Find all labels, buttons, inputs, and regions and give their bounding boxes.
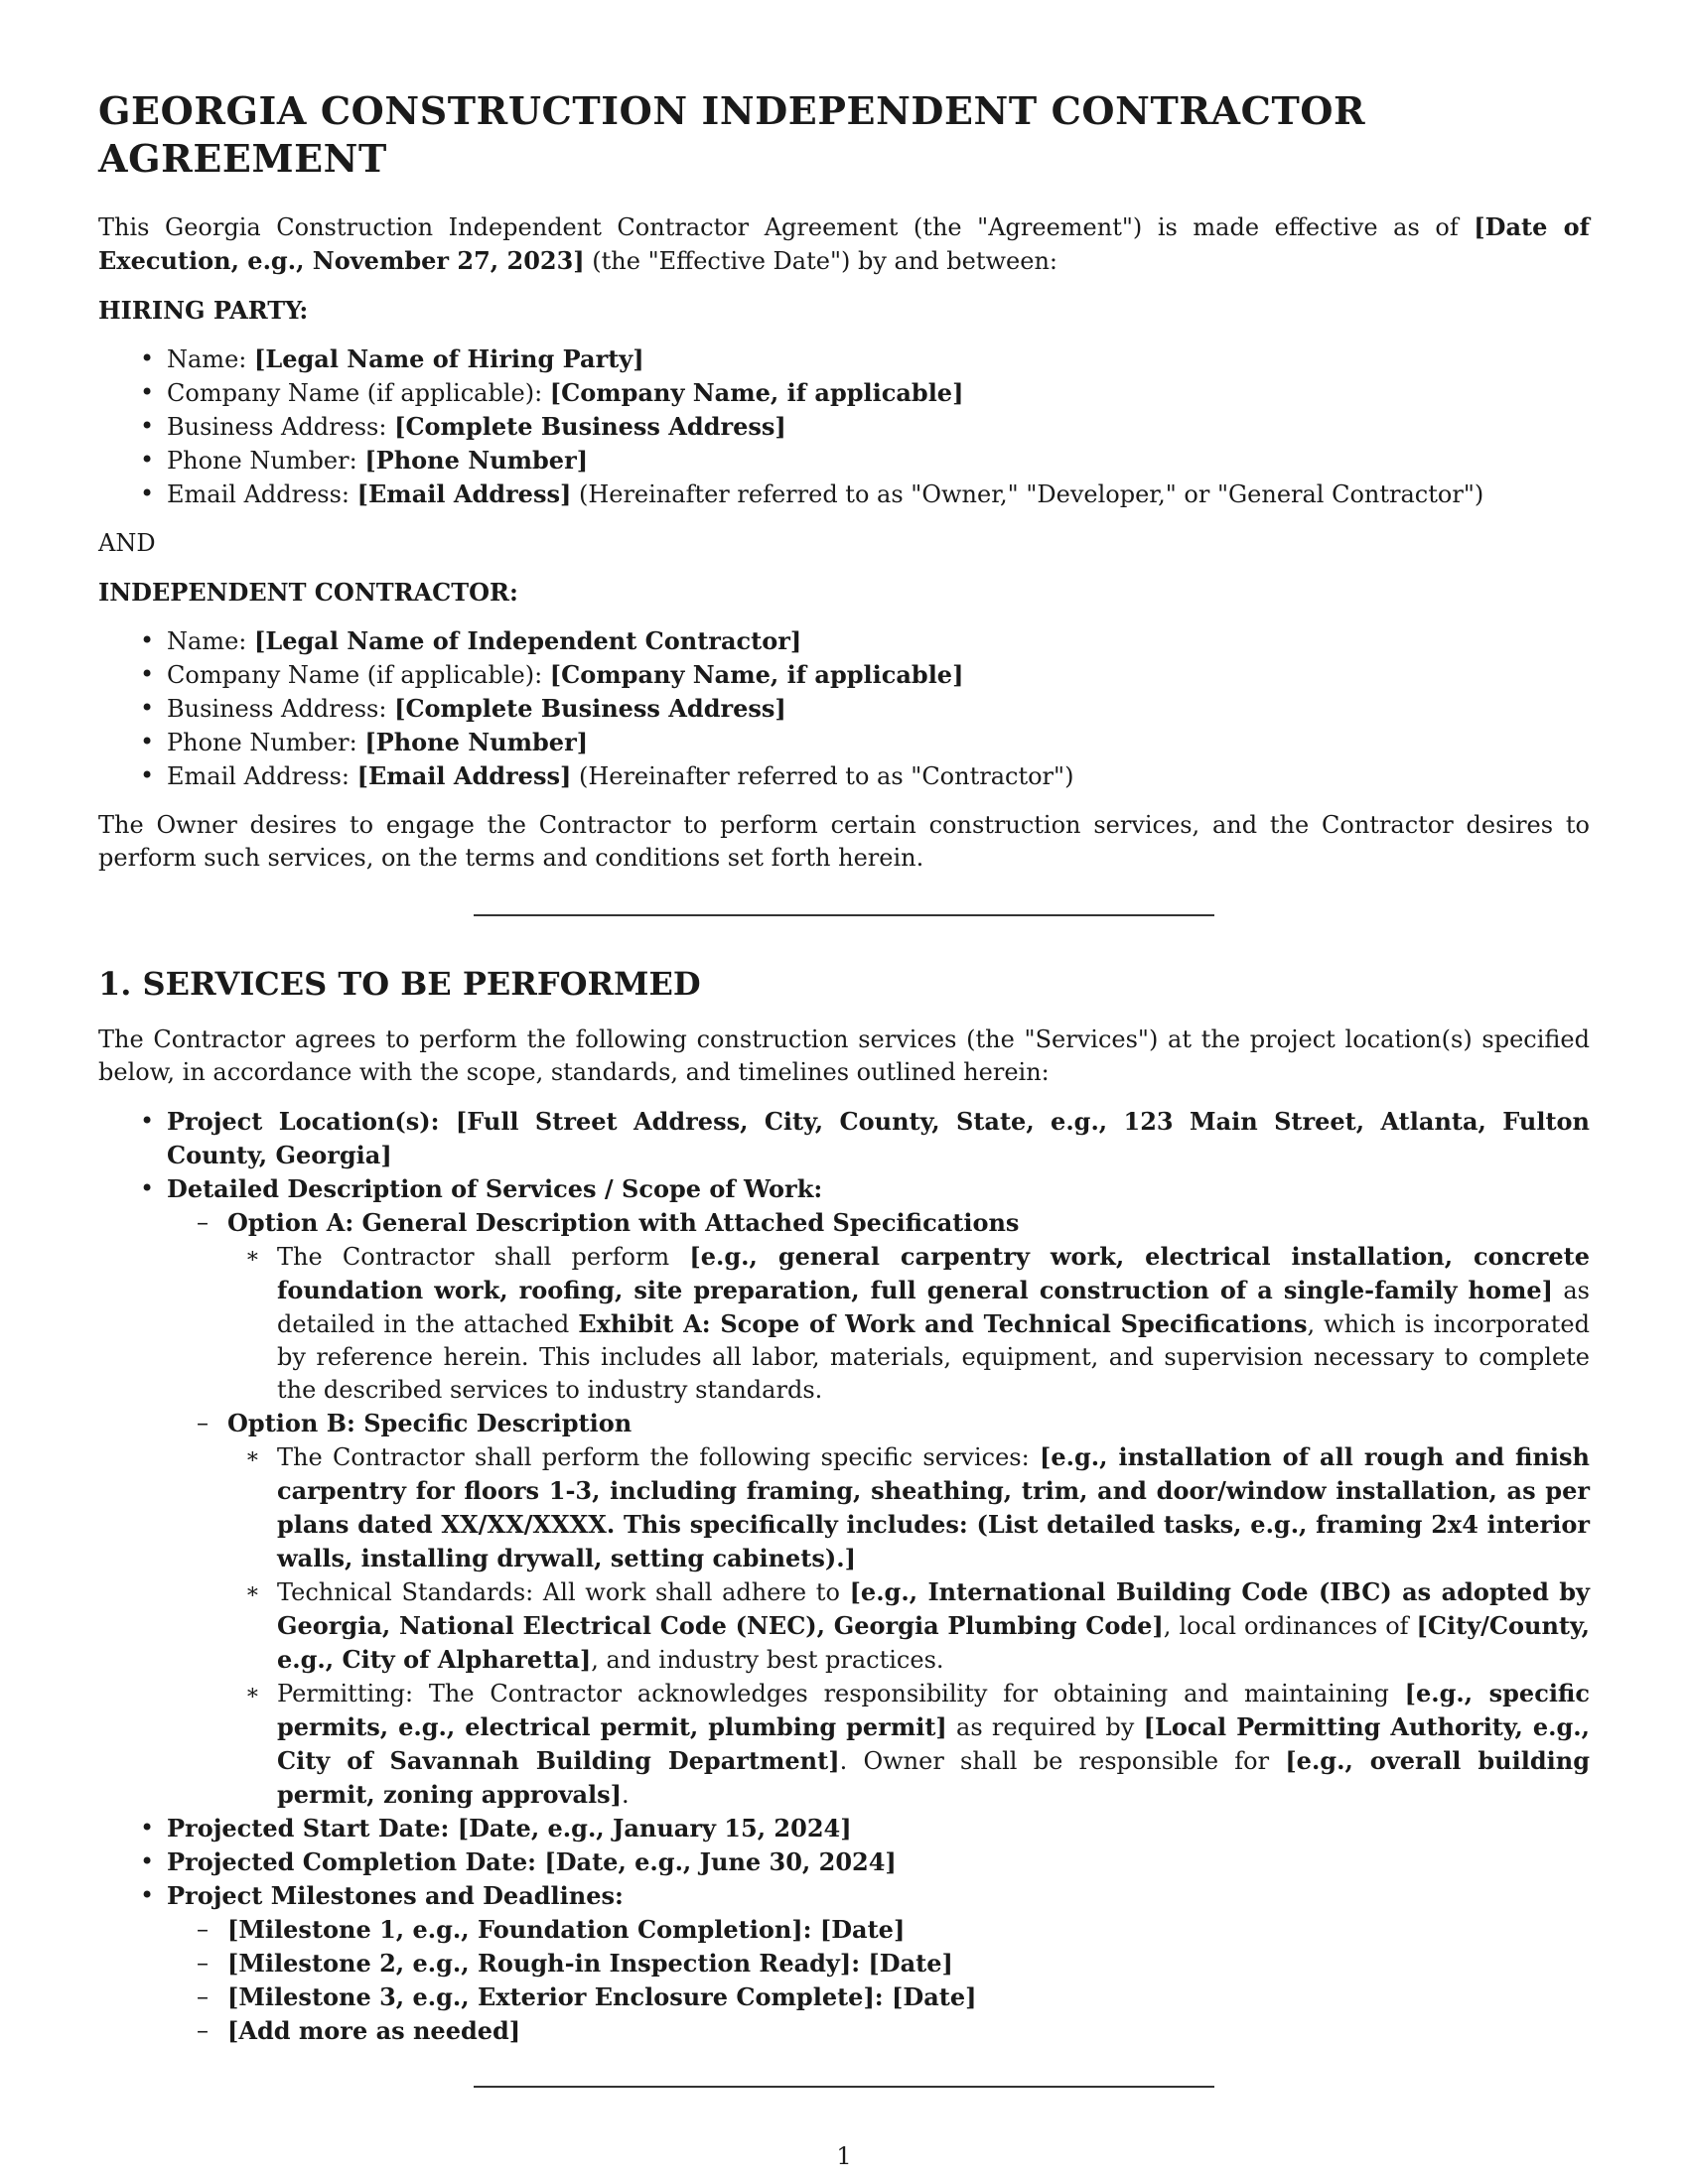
- list-item: [98, 1879, 1590, 2048]
- field-value: [Legal Name of Hiring Party]: [253, 344, 644, 373]
- list-item: [98, 478, 1590, 511]
- field-suffix: (Hereinafter referred to as "Owner," "Developer," or "General Contractor"): [571, 480, 1484, 508]
- contractor-heading: INDEPENDENT CONTRACTOR:: [98, 578, 518, 607]
- hiring-party-heading: HIRING PARTY:: [98, 296, 309, 325]
- text-span: Technical Standards: All work shall adhere to: [277, 1578, 850, 1606]
- bullet-icon: •: [140, 761, 155, 789]
- field-label: Company Name (if applicable):: [167, 661, 550, 689]
- text-span: Permitting: The Contractor acknowledges responsibility for obtaining and maintaining: [277, 1680, 1405, 1707]
- placeholder-text: [e.g., installation of all rough and finish carpentry for floors 1-3, including framing, sheathing, trim, and door/window installation, as per plans dated XX/XX/XXXX. This specifically includes: (List detailed tasks, e.g., framing 2x4 interior walls, installing drywall, setting cabinets).]: [277, 1442, 1590, 1572]
- option-a-list: [227, 1240, 1590, 1407]
- bullet-icon: •: [140, 626, 155, 654]
- placeholder-text: [e.g., specific permits, e.g., electrical permit, plumbing permit]: [277, 1679, 1590, 1741]
- field-label: Name:: [167, 627, 254, 655]
- list-item: [167, 1947, 1590, 1980]
- scope-options-list: [167, 1206, 1590, 1812]
- purpose-paragraph: The Owner desires to engage the Contractor to perform certain construction services, and the Contractor desires to perform such services, on the terms and conditions set forth herein.: [98, 811, 1590, 872]
- field-value: [Phone Number]: [364, 728, 589, 756]
- bullet-icon: •: [140, 694, 155, 722]
- bullet-icon: •: [140, 728, 155, 755]
- list-item: [167, 2014, 1590, 2048]
- field-value: [Complete Business Address]: [394, 694, 786, 723]
- field-value: [Company Name, if applicable]: [549, 378, 964, 407]
- bullet-icon: •: [140, 1881, 155, 1909]
- hiring-party-list: [98, 342, 1590, 511]
- text-span: The Contractor shall perform: [277, 1243, 690, 1271]
- field-label: Email Address:: [167, 480, 357, 508]
- list-item: [98, 410, 1590, 444]
- horizontal-rule: [474, 2086, 1214, 2088]
- field-label: Business Address:: [167, 695, 395, 723]
- text-span: , which is incorporated by reference herein. This includes all labor, materials, equipment, and supervision necessary to complete the described services to industry standards.: [277, 1310, 1590, 1404]
- bullet-icon: •: [140, 412, 155, 440]
- dash-icon: –: [197, 1208, 209, 1236]
- field-label: Business Address:: [167, 413, 395, 441]
- text-span: .: [622, 1781, 630, 1809]
- field-label: Name:: [167, 345, 254, 373]
- list-item: [98, 342, 1590, 376]
- section-1-heading: 1. SERVICES TO BE PERFORMED: [98, 965, 701, 1003]
- placeholder-text: [Local Permitting Authority, e.g., City of Savannah Building Department]: [277, 1712, 1591, 1775]
- option-b-list: [227, 1440, 1590, 1812]
- list-item: [98, 692, 1590, 726]
- bullet-icon: •: [140, 344, 155, 372]
- dash-icon: –: [197, 1409, 209, 1436]
- milestone-text: [Add more as needed]: [227, 2016, 521, 2045]
- bullet-icon: •: [140, 378, 155, 406]
- milestones-list: [167, 1913, 1590, 2048]
- list-item: [227, 1575, 1590, 1677]
- field-value: [Phone Number]: [364, 446, 589, 475]
- services-list: [98, 1105, 1590, 2048]
- text-span: The Contractor shall perform the following specific services:: [277, 1443, 1040, 1471]
- list-item: [98, 1105, 1590, 1172]
- horizontal-rule: [474, 914, 1214, 916]
- field-label: Company Name (if applicable):: [167, 379, 550, 407]
- asterisk-icon: ∗: [245, 1244, 260, 1269]
- bullet-icon: •: [140, 1847, 155, 1875]
- list-item: [227, 1440, 1590, 1575]
- document-page: [98, 87, 1590, 2088]
- list-item: [227, 1677, 1590, 1812]
- completion-date: Projected Completion Date: [Date, e.g., June 30, 2024]: [167, 1847, 897, 1876]
- text-span: . Owner shall be responsible for: [839, 1747, 1286, 1775]
- page-number: 1: [836, 2142, 852, 2170]
- list-item: [167, 1206, 1590, 1407]
- list-item: [98, 1812, 1590, 1845]
- field-value: [Complete Business Address]: [394, 412, 786, 441]
- field-label: Email Address:: [167, 762, 357, 790]
- list-item: [167, 1407, 1590, 1812]
- section-1-intro: The Contractor agrees to perform the following construction services (the "Services") at the project location(s) specified below, in accordance with the scope, standards, and timelines outlined herein:: [98, 1025, 1590, 1086]
- field-label: Phone Number:: [167, 729, 365, 756]
- placeholder-text: [e.g., general carpentry work, electrical installation, concrete foundation work, roofing, site preparation, full general construction of a single-family home]: [277, 1242, 1590, 1304]
- field-value: [Email Address]: [356, 479, 572, 508]
- effective-date-placeholder: [Date of Execution, e.g., November 27, 2023]: [98, 212, 1591, 275]
- list-item: [167, 1980, 1590, 2014]
- list-item: [98, 376, 1590, 410]
- bullet-icon: •: [140, 479, 155, 507]
- option-a-label: Option A: General Description with Attached Specifications: [227, 1208, 1020, 1237]
- text-span: as detailed in the attached: [277, 1277, 1590, 1338]
- list-item: [98, 658, 1590, 692]
- list-item: [227, 1240, 1590, 1407]
- project-location-value: [Full Street Address, City, County, State, e.g., 123 Main Street, Atlanta, Fulton County, Georgia]: [167, 1107, 1590, 1169]
- list-item: [167, 1913, 1590, 1947]
- field-value: [Legal Name of Independent Contractor]: [253, 626, 802, 655]
- intro-post: (the "Effective Date") by and between:: [584, 247, 1057, 275]
- asterisk-icon: ∗: [245, 1444, 260, 1469]
- bullet-icon: •: [140, 660, 155, 688]
- placeholder-text: [e.g., International Building Code (IBC) as adopted by Georgia, National Electrical Code (NEC), Georgia Plumbing Code]: [277, 1577, 1590, 1640]
- asterisk-icon: ∗: [245, 1579, 260, 1604]
- field-label: Phone Number:: [167, 447, 365, 475]
- milestone-text: [Milestone 2, e.g., Rough-in Inspection Ready]: [Date]: [227, 1949, 953, 1978]
- milestones-label: Project Milestones and Deadlines:: [167, 1881, 624, 1910]
- option-b-label: Option B: Specific Description: [227, 1409, 633, 1437]
- exhibit-reference: Exhibit A: Scope of Work and Technical Specifications: [578, 1309, 1308, 1338]
- and-separator: AND: [98, 529, 156, 557]
- bullet-icon: •: [140, 1107, 155, 1135]
- field-suffix: (Hereinafter referred to as "Contractor"): [571, 762, 1074, 790]
- dash-icon: –: [197, 2016, 209, 2044]
- field-value: [Email Address]: [356, 761, 572, 790]
- bullet-icon: •: [140, 446, 155, 474]
- list-item: [98, 444, 1590, 478]
- document-title: GEORGIA CONSTRUCTION INDEPENDENT CONTRACTOR AGREEMENT: [98, 88, 1366, 181]
- milestone-text: [Milestone 3, e.g., Exterior Enclosure Complete]: [Date]: [227, 1982, 977, 2011]
- project-location-label: Project Location(s):: [167, 1107, 456, 1136]
- milestone-text: [Milestone 1, e.g., Foundation Completion]: [Date]: [227, 1915, 906, 1944]
- list-item: [98, 624, 1590, 658]
- bullet-icon: •: [140, 1814, 155, 1842]
- list-item: [98, 1845, 1590, 1879]
- field-value: [Company Name, if applicable]: [549, 660, 964, 689]
- text-span: , local ordinances of: [1163, 1612, 1417, 1640]
- dash-icon: –: [197, 1915, 209, 1943]
- contractor-list: [98, 624, 1590, 793]
- list-item: [98, 726, 1590, 759]
- text-span: , and industry best practices.: [591, 1646, 944, 1674]
- list-item: [98, 759, 1590, 793]
- bullet-icon: •: [140, 1174, 155, 1202]
- scope-label: Detailed Description of Services / Scope of Work:: [167, 1174, 823, 1203]
- dash-icon: –: [197, 1982, 209, 2010]
- placeholder-text: [City/County, e.g., City of Alpharetta]: [277, 1611, 1591, 1674]
- list-item: [98, 1172, 1590, 1812]
- start-date: Projected Start Date: [Date, e.g., January 15, 2024]: [167, 1814, 852, 1843]
- intro-paragraph: [98, 210, 1590, 278]
- placeholder-text: [e.g., overall building permit, zoning approvals]: [277, 1746, 1590, 1809]
- text-span: as required by: [946, 1713, 1144, 1741]
- intro-pre: This Georgia Construction Independent Contractor Agreement (the "Agreement") is made effective as of: [98, 213, 1475, 241]
- dash-icon: –: [197, 1949, 209, 1977]
- asterisk-icon: ∗: [245, 1681, 260, 1706]
